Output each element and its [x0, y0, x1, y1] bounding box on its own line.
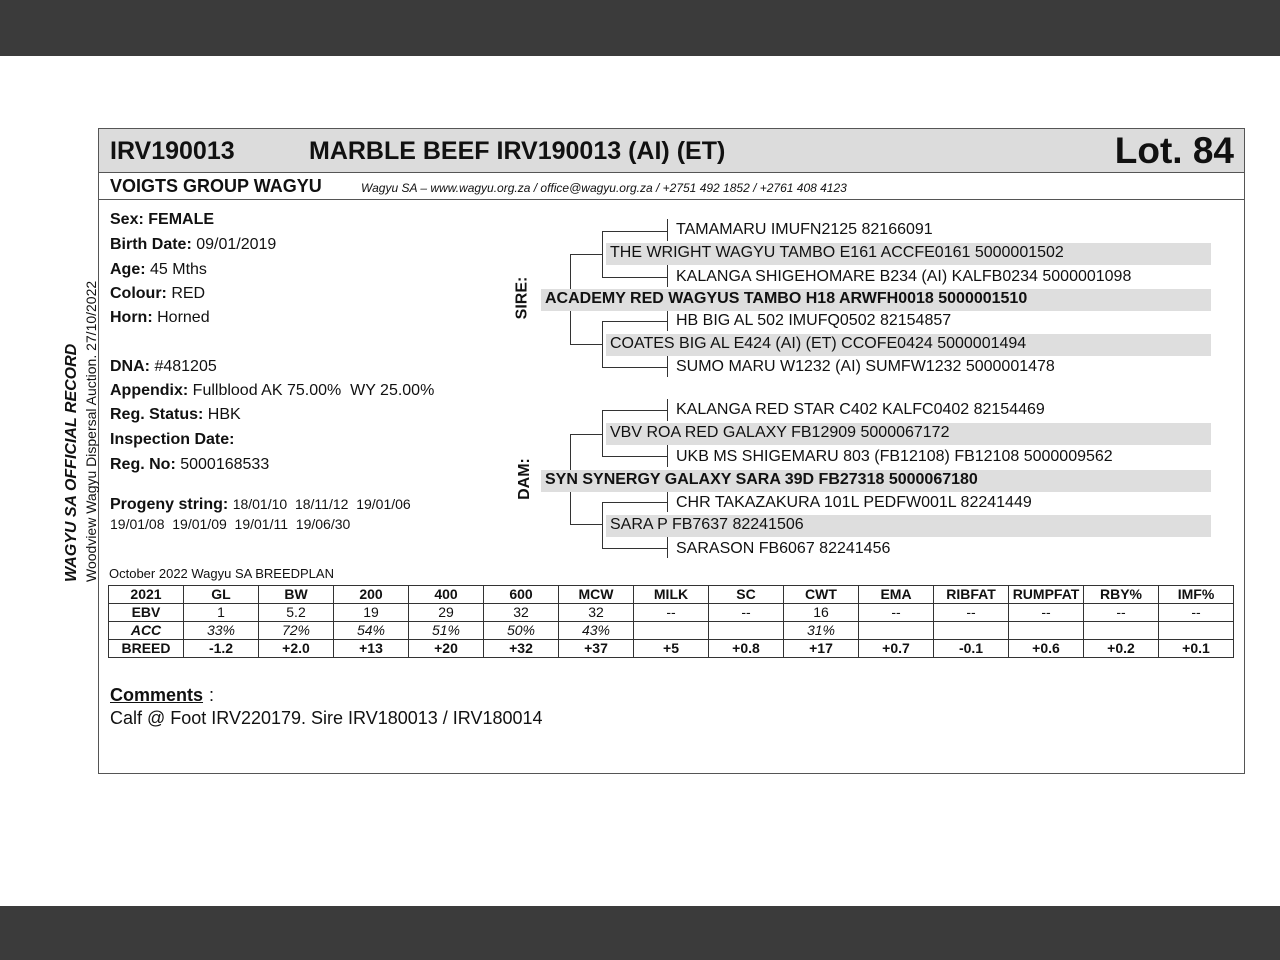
lot-record-card: [63, 128, 1245, 774]
age-field: Age: 45 Mths: [110, 261, 207, 278]
dna-value: #481205: [154, 358, 217, 375]
breedplan-header-cell: MCW: [559, 586, 634, 604]
breedplan-table: [108, 585, 1234, 658]
breedplan-cell: 5.2: [259, 604, 334, 622]
breedplan-header-cell: RUMPFAT: [1009, 586, 1084, 604]
breedplan-cell: 32: [559, 604, 634, 622]
breedplan-cell: --: [1009, 604, 1084, 622]
sire-label: SIRE:: [513, 276, 531, 320]
dam-sire-dam-name: UKB MS SHIGEMARU 803 (FB12108) FB12108 5000009562: [676, 448, 1113, 465]
breedplan-cell: EBV: [109, 604, 184, 622]
breedplan-cell: +0.2: [1084, 640, 1159, 658]
breedplan-cell: +2.0: [259, 640, 334, 658]
breedplan-cell: 54%: [334, 622, 409, 640]
auction-label: Woodview Wagyu Dispersal Auction. 27/10/2022: [83, 280, 99, 582]
breedplan-cell: [709, 622, 784, 640]
owner-name: VOIGTS GROUP WAGYU: [110, 176, 322, 196]
sex-value: FEMALE: [148, 211, 215, 228]
dam-bracket-bottom: [570, 524, 602, 525]
dam-dam-bracket: [602, 502, 603, 549]
appendix-value: Fullblood AK 75.00% WY 25.00%: [192, 382, 435, 399]
breedplan-header-row: [109, 586, 1234, 604]
sire-sire-bracket: [602, 231, 603, 278]
breedplan-cell: +17: [784, 640, 859, 658]
breedplan-cell: [1084, 622, 1159, 640]
breedplan-header-cell: MILK: [634, 586, 709, 604]
breedplan-cell: --: [859, 604, 934, 622]
side-caption: [63, 280, 99, 582]
breedplan-header-cell: CWT: [784, 586, 859, 604]
breedplan-cell: [1009, 622, 1084, 640]
tick-ss-dam: [667, 265, 668, 287]
birth-date-value: 09/01/2019: [196, 236, 277, 253]
record-header: [99, 129, 1244, 173]
sire-dam-bracket: [602, 321, 603, 368]
tick-sd-dam: [667, 355, 668, 377]
breedplan-cell: BREED: [109, 640, 184, 658]
sire-sire-bottom: [602, 277, 668, 278]
owner-strip: [99, 173, 1244, 200]
breedplan-cell: --: [934, 604, 1009, 622]
dam-dam-dam-name: SARASON FB6067 82241456: [676, 540, 891, 557]
animal-id: IRV190013: [110, 137, 235, 165]
appendix-field: Appendix: Fullblood AK 75.00% WY 25.00%: [110, 382, 435, 399]
tick-ds-dam: [667, 445, 668, 467]
sire-sire-name: THE WRIGHT WAGYU TAMBO E161 ACCFE0161 5000001502: [606, 243, 1211, 265]
breedplan-cell: --: [1084, 604, 1159, 622]
breedplan-cell: --: [1159, 604, 1234, 622]
colour-value: RED: [171, 285, 206, 302]
inspection-date-field: Inspection Date:: [110, 431, 235, 448]
breedplan-cell: +32: [484, 640, 559, 658]
reg-status-field: Reg. Status: HBK: [110, 406, 241, 423]
progeny-line-2: 19/01/08 19/01/09 19/01/11 19/06/30: [110, 516, 351, 532]
breedplan-title: October 2022 Wagyu SA BREEDPLAN: [109, 566, 334, 581]
tick-dd-dam: [667, 536, 668, 558]
sire-bracket-top: [570, 254, 602, 255]
reg-status-value: HBK: [207, 406, 241, 423]
top-letterbox-bar: [0, 0, 1280, 56]
horn-field: Horn: Horned: [110, 309, 210, 326]
breedplan-cell: [859, 622, 934, 640]
breedplan-cell: 51%: [409, 622, 484, 640]
breedplan-header-cell: BW: [259, 586, 334, 604]
dam-sire-bottom: [602, 456, 668, 457]
breedplan-cell: +13: [334, 640, 409, 658]
birth-date-field: Birth Date: 09/01/2019: [110, 236, 277, 253]
breedplan-cell: 31%: [784, 622, 859, 640]
breedplan-header-cell: GL: [184, 586, 259, 604]
sire-dam-name: COATES BIG AL E424 (AI) (ET) CCOFE0424 5000001494: [606, 334, 1211, 356]
sire-bracket-bottom: [570, 344, 602, 345]
breedplan-cell: 72%: [259, 622, 334, 640]
breedplan-cell: +37: [559, 640, 634, 658]
breedplan-cell: 19: [334, 604, 409, 622]
breedplan-header-cell: 400: [409, 586, 484, 604]
dam-dam-top: [602, 502, 668, 503]
dam-sire-bracket: [602, 410, 603, 457]
progeny-field: Progeny string: 18/01/10 18/11/12 19/01/06: [110, 496, 411, 513]
breedplan-header-cell: 200: [334, 586, 409, 604]
sire-name: ACADEMY RED WAGYUS TAMBO H18 ARWFH0018 5000001510: [541, 289, 1211, 311]
breedplan-cell: --: [634, 604, 709, 622]
tick-ds-sire: [667, 399, 668, 421]
breedplan-header-cell: SC: [709, 586, 784, 604]
sire-dam-top: [602, 321, 668, 322]
breedplan-cell: +0.1: [1159, 640, 1234, 658]
breedplan-cell: +0.6: [1009, 640, 1084, 658]
dam-sire-sire-name: KALANGA RED STAR C402 KALFC0402 82154469: [676, 401, 1045, 418]
sire-dam-dam-name: SUMO MARU W1232 (AI) SUMFW1232 5000001478: [676, 358, 1055, 375]
contact-info: Wagyu SA – www.wagyu.org.za / office@wagyu.org.za / +2751 492 1852 / +2761 408 4123: [361, 181, 847, 195]
horn-value: Horned: [157, 309, 210, 326]
breedplan-cell: 16: [784, 604, 859, 622]
dam-bracket-top: [570, 434, 602, 435]
colour-field: Colour: RED: [110, 285, 206, 302]
breedplan-cell: +20: [409, 640, 484, 658]
comments-label: Comments: [110, 685, 204, 705]
dna-field: DNA: #481205: [110, 358, 217, 375]
reg-no-value: 5000168533: [180, 456, 270, 473]
breedplan-header-cell: 2021: [109, 586, 184, 604]
reg-no-field: Reg. No: 5000168533: [110, 456, 270, 473]
tick-ss-sire: [667, 219, 668, 241]
breedplan-header-cell: EMA: [859, 586, 934, 604]
lot-number: Lot. 84: [1114, 130, 1234, 171]
dam-dam-bottom: [602, 548, 668, 549]
dam-label: DAM:: [515, 458, 533, 500]
breedplan-cell: 33%: [184, 622, 259, 640]
breedplan-header-cell: RBY%: [1084, 586, 1159, 604]
breedplan-cell: --: [709, 604, 784, 622]
dam-name: SYN SYNERGY GALAXY SARA 39D FB27318 5000067180: [541, 470, 1211, 492]
progeny-line-1: 18/01/10 18/11/12 19/01/06: [232, 496, 411, 512]
dam-dam-sire-name: CHR TAKAZAKURA 101L PEDFW001L 82241449: [676, 494, 1032, 511]
dam-dam-name: SARA P FB7637 82241506: [606, 515, 1211, 537]
breedplan-cell: -1.2: [184, 640, 259, 658]
breedplan-cell: [1159, 622, 1234, 640]
breedplan-cell: [634, 622, 709, 640]
sire-dam-sire-name: HB BIG AL 502 IMUFQ0502 82154857: [676, 312, 952, 329]
breedplan-cell: +0.8: [709, 640, 784, 658]
bottom-letterbox-bar: [0, 906, 1280, 960]
age-value: 45 Mths: [150, 261, 207, 278]
breedplan-ebv-row: [109, 604, 1234, 622]
sire-sire-top: [602, 231, 668, 232]
breedplan-breed-row: [109, 640, 1234, 658]
tick-dd-sire: [667, 490, 668, 512]
comments-colon: :: [209, 685, 215, 705]
breedplan-cell: 50%: [484, 622, 559, 640]
sire-sire-dam-name: KALANGA SHIGEHOMARE B234 (AI) KALFB0234 5000001098: [676, 268, 1132, 285]
tick-sd-sire: [667, 309, 668, 331]
breedplan-cell: +0.7: [859, 640, 934, 658]
breedplan-cell: 29: [409, 604, 484, 622]
breedplan-cell: ACC: [109, 622, 184, 640]
sire-sire-sire-name: TAMAMARU IMUFN2125 82166091: [676, 221, 933, 238]
official-record-label: WAGYU SA OFFICIAL RECORD: [63, 343, 80, 582]
animal-name: MARBLE BEEF IRV190013 (AI) (ET): [309, 137, 726, 165]
dam-sire-name: VBV ROA RED GALAXY FB12909 5000067172: [606, 423, 1211, 445]
sex-field: Sex: FEMALE: [110, 211, 215, 228]
dam-sire-top: [602, 410, 668, 411]
breedplan-cell: 1: [184, 604, 259, 622]
comments-text: Calf @ Foot IRV220179. Sire IRV180013 / IRV180014: [110, 708, 543, 728]
breedplan-cell: 32: [484, 604, 559, 622]
breedplan-header-cell: 600: [484, 586, 559, 604]
breedplan-cell: +5: [634, 640, 709, 658]
breedplan-cell: -0.1: [934, 640, 1009, 658]
breedplan-acc-row: [109, 622, 1234, 640]
breedplan-header-cell: IMF%: [1159, 586, 1234, 604]
breedplan-header-cell: RIBFAT: [934, 586, 1009, 604]
breedplan-cell: [934, 622, 1009, 640]
breedplan-cell: 43%: [559, 622, 634, 640]
sire-dam-bottom: [602, 367, 668, 368]
